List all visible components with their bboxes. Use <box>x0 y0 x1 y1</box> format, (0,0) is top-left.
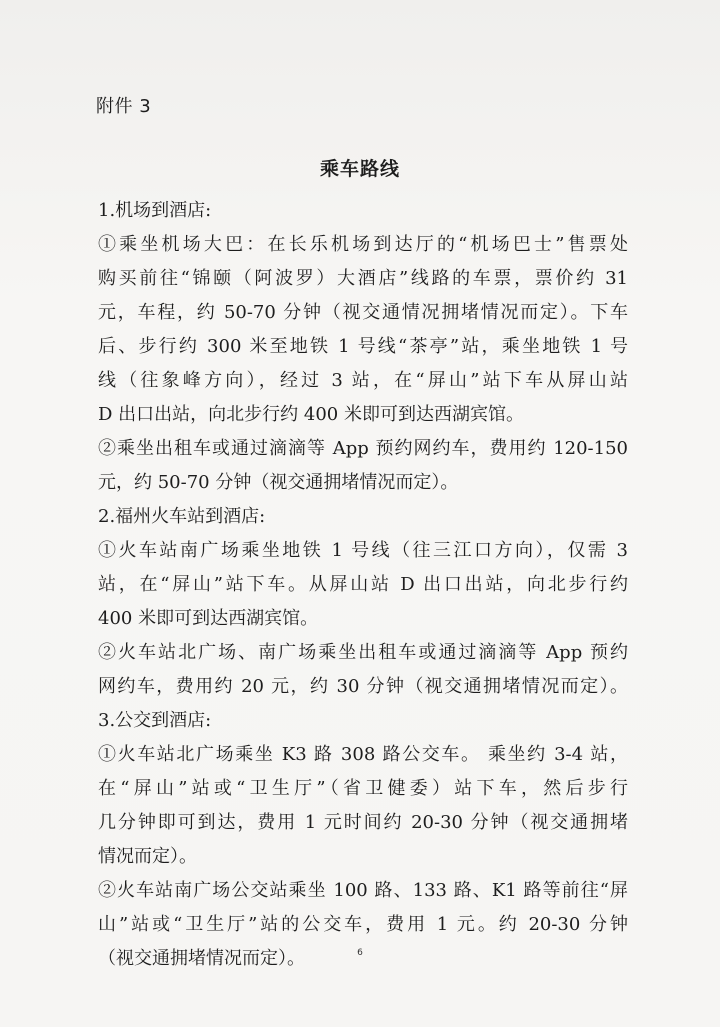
document-title: 乘车路线 <box>319 158 400 180</box>
text-line: 后、步行约 300 米至地铁 1 号线“茶亭”站，乘坐地铁 1 号 <box>98 336 628 357</box>
text-line: ①乘坐机场大巴：在长乐机场到达厅的“机场巴士”售票处 <box>98 234 628 255</box>
text-line: 400 米即可到达西湖宾馆。 <box>98 608 319 629</box>
text-line: 山”站或“卫生厅”站的公交车，费用 1 元。约 20-30 分钟 <box>98 914 628 935</box>
text-line: 在“屏山”站或“卫生厅”（省卫健委）站下车，然后步行 <box>98 778 628 799</box>
text-line: 线（往象峰方向），经过 3 站，在“屏山”站下车从屏山站 <box>98 370 628 391</box>
text-line: 1.机场到酒店: <box>98 200 212 221</box>
text-line: ②乘坐出租车或通过滴滴等 App 预约网约车，费用约 120-150 <box>98 438 628 459</box>
text-line: 2.福州火车站到酒店: <box>98 506 266 527</box>
page-number: 6 <box>357 948 363 958</box>
text-line: （视交通拥堵情况而定）。 <box>98 948 305 969</box>
text-line: 购买前往“锦颐（阿波罗）大酒店”线路的车票，票价约 31 <box>98 268 628 289</box>
text-line: 元，约 50-70 分钟（视交通拥堵情况而定）。 <box>98 472 459 493</box>
text-line: ②火车站北广场、南广场乘坐出租车或通过滴滴等 App 预约 <box>98 642 628 663</box>
text-line: ②火车站南广场公交站乘坐 100 路、133 路、K1 路等前往“屏 <box>98 880 628 901</box>
text-line: ①火车站北广场乘坐 K3 路 308 路公交车。 乘坐约 3-4 站， <box>98 744 628 765</box>
attachment-label: 附件 3 <box>96 96 152 117</box>
text-line: D 出口出站，向北步行约 400 米即可到达西湖宾馆。 <box>98 404 524 425</box>
document-body <box>98 194 628 976</box>
text-line: 几分钟即可到达，费用 1 元时间约 20-30 分钟（视交通拥堵 <box>98 812 628 833</box>
text-line: 网约车，费用约 20 元，约 30 分钟（视交通拥堵情况而定）。 <box>98 676 628 697</box>
text-line: 情况而定）。 <box>98 846 197 867</box>
text-line: ①火车站南广场乘坐地铁 1 号线（往三江口方向），仅需 3 <box>98 540 628 561</box>
text-line: 元，车程，约 50-70 分钟（视交通情况拥堵情况而定）。下车 <box>98 302 628 323</box>
text-line: 站，在“屏山”站下车。从屏山站 D 出口出站，向北步行约 <box>98 574 628 595</box>
text-line: 3.公交到酒店: <box>98 710 212 731</box>
